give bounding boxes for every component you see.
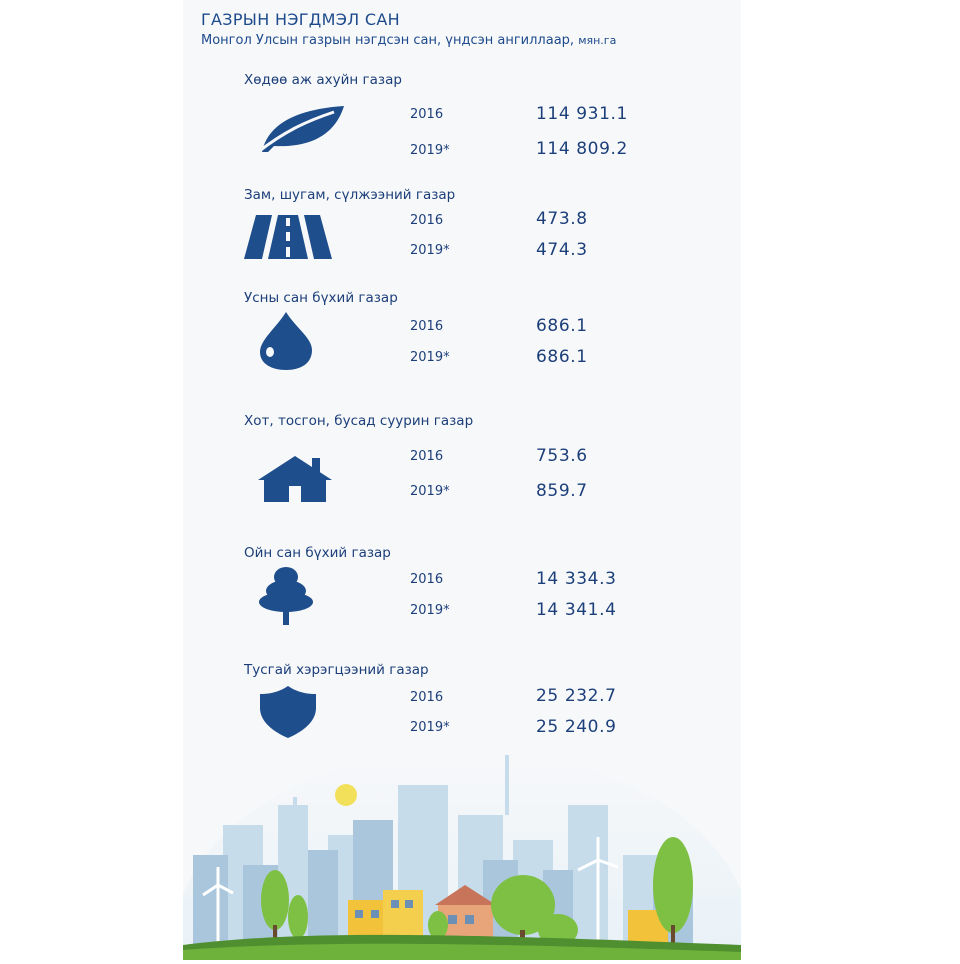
value-label: 14 334.3	[536, 569, 617, 589]
year-label: 2016	[410, 213, 444, 228]
category-label-forest: Ойн сан бүхий газар	[244, 545, 391, 561]
value-label: 14 341.4	[536, 600, 617, 620]
value-label: 473.8	[536, 209, 588, 229]
shield-icon	[258, 686, 318, 738]
year-label: 2019*	[410, 350, 450, 365]
value-label: 25 240.9	[536, 717, 617, 737]
unit-label: мян.га	[578, 34, 617, 47]
category-label-special: Тусгай хэрэгцээний газар	[244, 662, 429, 678]
year-label: 2016	[410, 572, 444, 587]
year-label: 2016	[410, 690, 444, 705]
value-label: 114 809.2	[536, 139, 628, 159]
year-label: 2019*	[410, 143, 450, 158]
year-label: 2016	[410, 449, 444, 464]
value-label: 753.6	[536, 446, 588, 466]
year-label: 2016	[410, 319, 444, 334]
year-label: 2016	[410, 107, 444, 122]
category-label-settlements: Хот, тосгон, бусад суурин газар	[244, 413, 474, 429]
category-label-roads: Зам, шугам, сүлжээний газар	[244, 187, 456, 203]
tree-icon	[257, 567, 315, 625]
value-label: 25 232.7	[536, 686, 617, 706]
value-label: 114 931.1	[536, 104, 628, 124]
water-drop-icon	[256, 310, 314, 372]
leaf-icon	[254, 102, 348, 154]
year-label: 2019*	[410, 243, 450, 258]
year-label: 2019*	[410, 484, 450, 499]
year-label: 2019*	[410, 603, 450, 618]
subtitle-text: Монгол Улсын газрын нэгдсэн сан, үндсэн ангиллаар,	[201, 33, 575, 48]
page-subtitle	[201, 33, 616, 48]
house-icon	[258, 454, 332, 502]
category-label-agriculture: Хөдөө аж ахуйн газар	[244, 72, 402, 88]
value-label: 686.1	[536, 347, 588, 367]
year-label: 2019*	[410, 720, 450, 735]
value-label: 474.3	[536, 240, 588, 260]
page-title: ГАЗРЫН НЭГДМЭЛ САН	[201, 10, 400, 29]
city-skyline-illustration	[183, 745, 741, 960]
road-icon	[244, 215, 332, 259]
value-label: 686.1	[536, 316, 588, 336]
value-label: 859.7	[536, 481, 588, 501]
category-label-water: Усны сан бүхий газар	[244, 290, 398, 306]
